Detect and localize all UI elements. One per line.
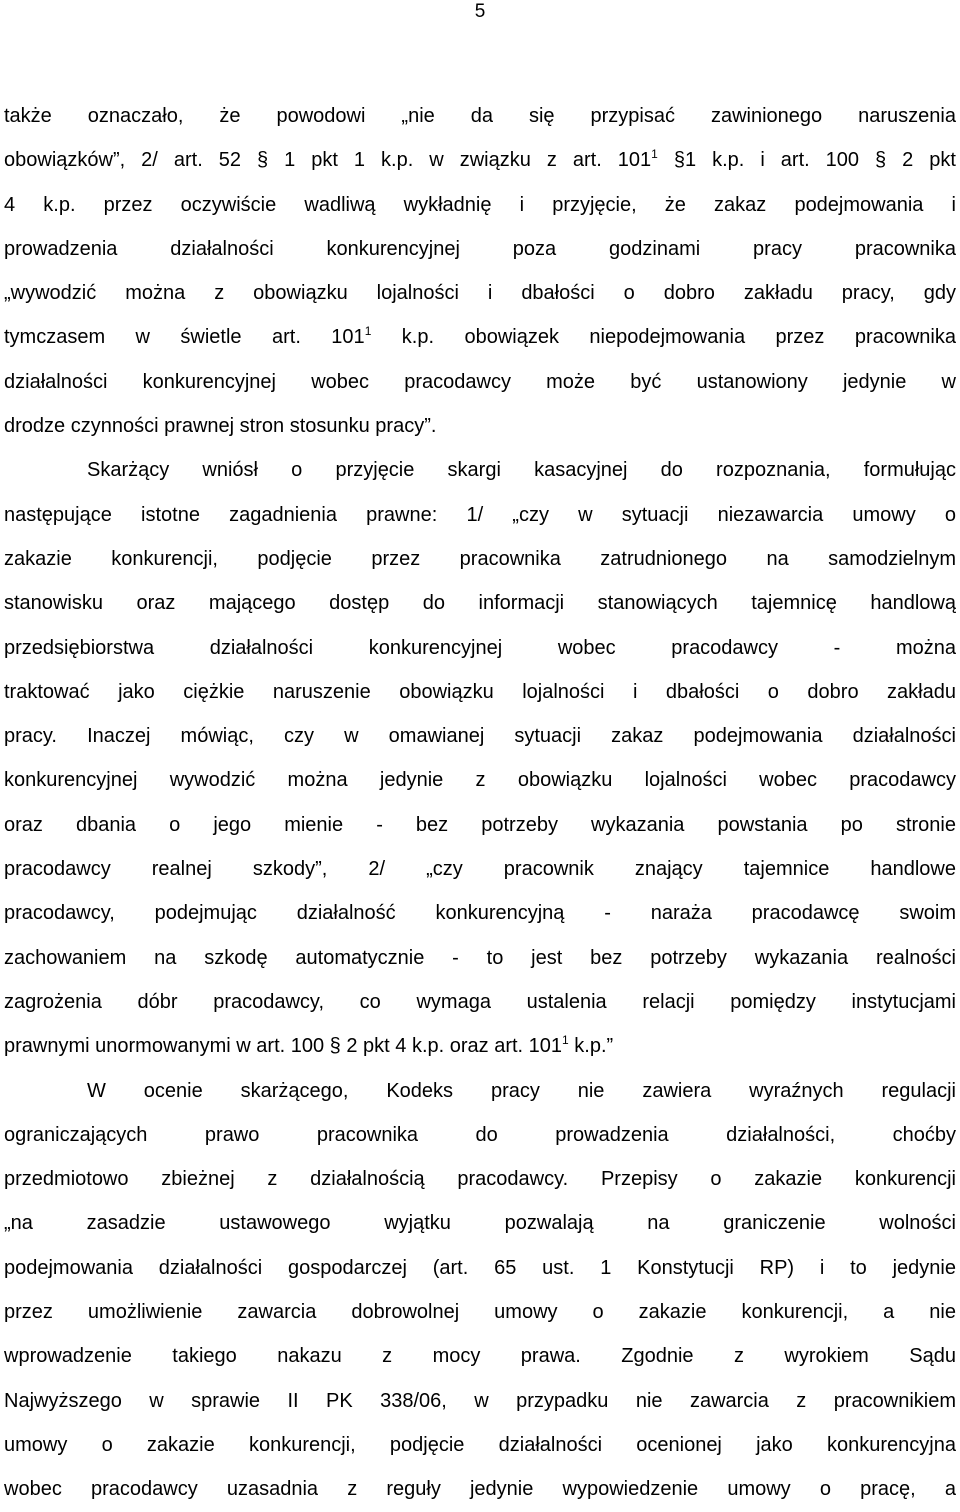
text-line: obowiązków”, 2/ art. 52 § 1 pkt 1 k.p. w związku z art. $101^1$ §1 k.p. i art. 100 § 2 pkt [4, 147, 956, 172]
text-line: pracy. Inaczej mówiąc, czy w omawianej sytuacji zakaz podejmowania działalności [4, 725, 956, 748]
text-line: także oznaczało, że powodowi „nie da się przypisać zawinionego naruszenia [4, 105, 956, 127]
text-line: W ocenie skarżącego, Kodeks pracy nie zawiera wyraźnych regulacji [87, 1079, 956, 1102]
document-body [4, 94, 956, 1512]
text-line: działalności konkurencyjnej wobec pracodawcy może być ustanowiony jedynie w [4, 370, 956, 393]
text-line: „wywodzić można z obowiązku lojalności i dbałości o dobro zakładu pracy, gdy [4, 282, 956, 305]
text-line: wobec pracodawcy uzasadnia z reguły jedynie wypowiedzenie umowy o pracę, a [4, 1478, 956, 1501]
text-line: stanowisku oraz mającego dostęp do informacji stanowiących tajemnicę handlową [4, 592, 956, 615]
text-line: wprowadzenie takiego nakazu z mocy prawa. Zgodnie z wyrokiem Sądu [4, 1345, 956, 1368]
text-line: drodze czynności prawnej stron stosunku pracy”. [4, 415, 437, 438]
text-line: traktować jako ciężkie naruszenie obowiązku lojalności i dbałości o dobro zakładu [4, 680, 956, 703]
text-line: oraz dbania o jego mienie - bez potrzeby wykazania powstania po stronie [4, 813, 956, 836]
text-line: zagrożenia dóbr pracodawcy, co wymaga ustalenia relacji pomiędzy instytucjami [4, 990, 956, 1013]
text-line: prawnymi unormowanymi w art. 100 § 2 pkt 4 k.p. oraz art. $101^1$ k.p.” [4, 1033, 614, 1058]
text-line: Najwyższego w sprawie II PK 338/06, w przypadku nie zawarcia z pracownikiem [4, 1389, 956, 1412]
text-line: ograniczających prawo pracownika do prowadzenia działalności, choćby [4, 1123, 956, 1146]
text-line: przedsiębiorstwa działalności konkurencyjnej wobec pracodawcy - można [4, 636, 956, 659]
text-line: zakazie konkurencji, podjęcie przez pracownika zatrudnionego na samodzielnym [4, 547, 956, 570]
text-line: pracodawcy, podejmując działalność konkurencyjną - naraża pracodawcę swoim [4, 902, 956, 925]
page-number: 5 [474, 1, 486, 22]
text-line: tymczasem w świetle art. $101^1$ k.p. obowiązek niepodejmowania przez pracownika [4, 324, 956, 349]
text-line: podejmowania działalności gospodarczej (art. 65 ust. 1 Konstytucji RP) i to jedynie [4, 1256, 956, 1279]
text-line: zachowaniem na szkodę automatycznie - to jest bez potrzeby wykazania realności [4, 946, 956, 969]
text-line: umowy o zakazie konkurencji, podjęcie działalności ocenionej jako konkurencyjna [4, 1433, 956, 1456]
text-line: Skarżący wniósł o przyjęcie skargi kasacyjnej do rozpoznania, formułując [87, 459, 956, 482]
text-line: przedmiotowo zbieżnej z działalnością pracodawcy. Przepisy o zakazie konkurencji [4, 1168, 956, 1191]
text-line: prowadzenia działalności konkurencyjnej poza godzinami pracy pracownika [4, 237, 956, 260]
text-line: następujące istotne zagadnienia prawne: 1/ „czy w sytuacji niezawarcia umowy o [4, 503, 956, 526]
text-line: pracodawcy realnej szkody”, 2/ „czy pracownik znający tajemnice handlowe [4, 858, 956, 881]
text-line: „na zasadzie ustawowego wyjątku pozwalają na graniczenie wolności [4, 1212, 956, 1235]
text-line: konkurencyjnej wywodzić można jedynie z obowiązku lojalności wobec pracodawcy [4, 769, 956, 792]
text-line: przez umożliwienie zawarcia dobrowolnej umowy o zakazie konkurencji, a nie [4, 1301, 956, 1324]
text-line: 4 k.p. przez oczywiście wadliwą wykładnię i przyjęcie, że zakaz podejmowania i [4, 193, 956, 216]
